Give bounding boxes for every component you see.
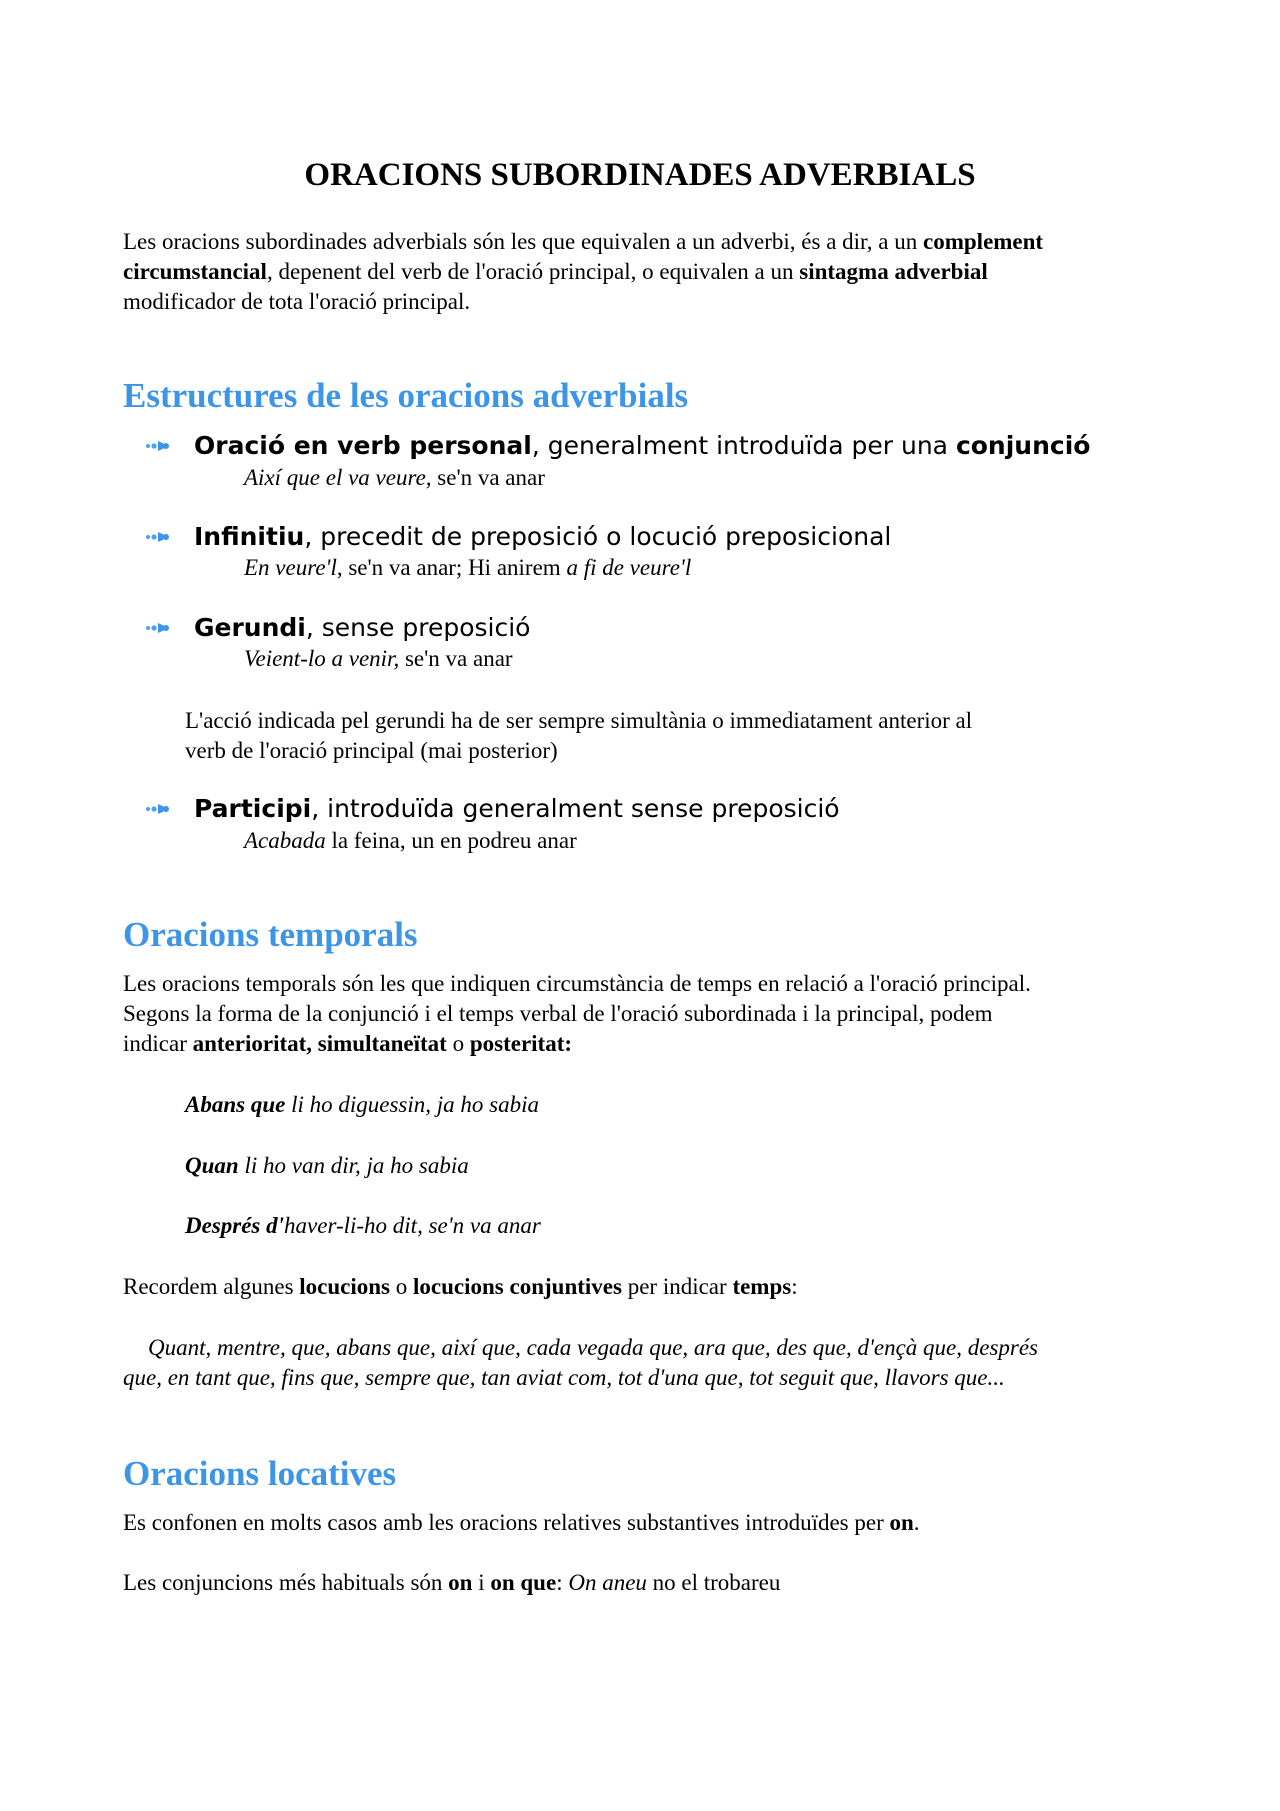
section-heading-temporals: Oracions temporals <box>123 915 418 954</box>
example-line: Així que el va veure, se'n va anar <box>244 465 545 490</box>
list-item: Participi, introduïda generalment sense preposició <box>145 794 840 824</box>
list-item: Infinitiu, precedit de preposició o locució preposicional <box>145 522 891 552</box>
bold-term: circumstancial <box>123 259 267 284</box>
document-title: ORACIONS SUBORDINADES ADVERBIALS <box>304 157 976 193</box>
locatives-line-2: Les conjuncions més habituals són on i on que: On aneu no el trobareu <box>123 1570 781 1595</box>
temporals-paragraph: Les oracions temporals són les que indiquen circumstància de temps en relació a l'oració principal. Segons la forma de la conjunció i el temps verbal de l'oració subordinada i la principal, podem indicar anterioritat, simultaneïtat o posteritat: <box>123 971 1031 1056</box>
example-line: Acabada la feina, un en podreu anar <box>244 828 577 853</box>
gerund-note: L'acció indicada pel gerundi ha de ser sempre simultània o immediatament anterior al verb de l'oració principal (mai posterior) <box>185 708 973 763</box>
locucions-line: Recordem algunes locucions o locucions conjuntives per indicar temps: <box>123 1274 798 1299</box>
arrow-bullet-icon <box>145 621 171 635</box>
temporal-example: Quan li ho van dir, ja ho sabia <box>185 1153 469 1178</box>
section-heading-locatives: Oracions locatives <box>123 1454 397 1493</box>
intro-paragraph: Les oracions subordinades adverbials són les que equivalen a un adverbi, és a dir, a un complement circumstancial, depenent del verb de l'oració principal, o equivalen a un sintagma adverbial modificador de tota l'oració principal. <box>123 229 1044 314</box>
bold-term: complement <box>923 229 1044 254</box>
example-line: En veure'l, se'n va anar; Hi anirem a fi de veure'l <box>244 555 692 580</box>
bold-term: sintagma adverbial <box>799 259 988 284</box>
arrow-bullet-icon <box>145 802 171 816</box>
section-heading-estructures: Estructures de les oracions adverbials <box>123 376 689 415</box>
arrow-bullet-icon <box>145 439 171 453</box>
locucions-list: Quant, mentre, que, abans que, així que, cada vegada que, ara que, des que, d'ençà que, després que, en tant que, fins que, sempre que, tan aviat com, tot d'una que, tot seguit que, llavors que... <box>123 1335 1039 1390</box>
temporal-example: Després d'haver-li-ho dit, se'n va anar <box>185 1213 541 1238</box>
locatives-line-1: Es confonen en molts casos amb les oracions relatives substantives introduïdes per on. <box>123 1510 920 1535</box>
list-item: Gerundi, sense preposició <box>145 613 530 643</box>
example-line: Veient-lo a venir, se'n va anar <box>244 646 513 671</box>
list-item: Oració en verb personal, generalment introduïda per una conjunció <box>145 431 1090 461</box>
temporal-example: Abans que li ho diguessin, ja ho sabia <box>185 1092 539 1117</box>
arrow-bullet-icon <box>145 530 171 544</box>
